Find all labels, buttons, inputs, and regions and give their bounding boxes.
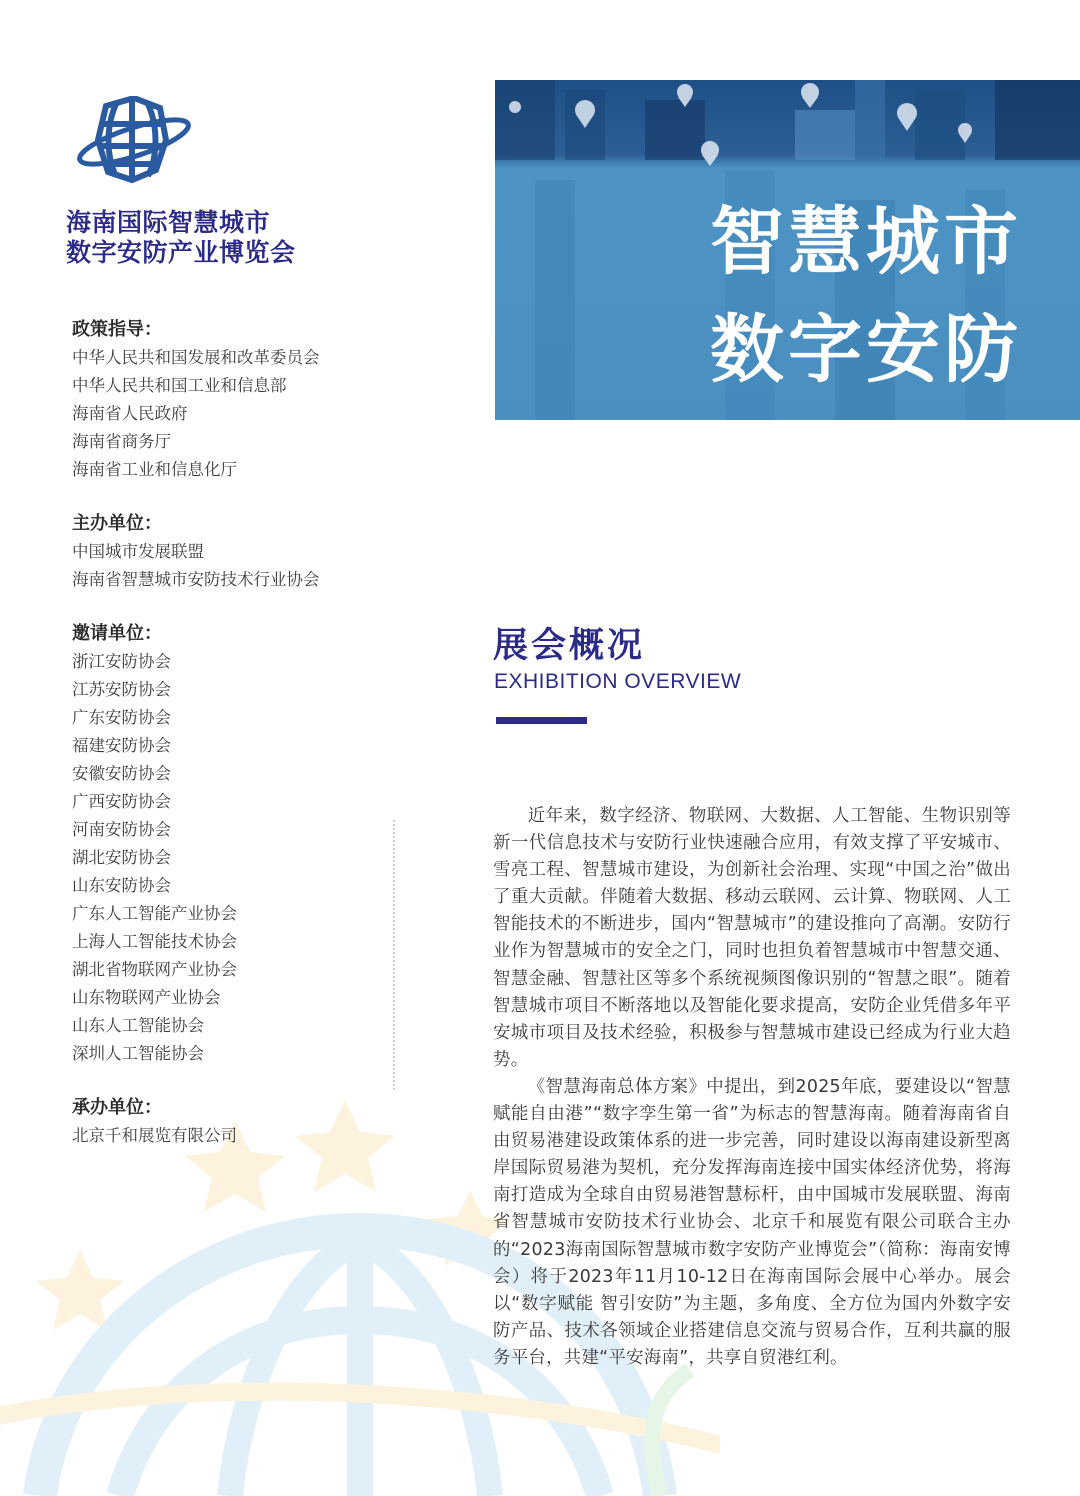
section-title: 主办单位： [72,513,162,534]
list-item: 广东安防协会 [72,708,171,727]
list-item: 海南省工业和信息化厅 [72,460,237,479]
overview-paragraph: 近年来，数字经济、物联网、大数据、人工智能、生物识别等新一代信息技术与安防行业快速融合应用，有效支撑了平安城市、雪亮工程、智慧城市建设，为创新社会治理、实现“中国之治”做出了重大贡献。伴随着大数据、移动云联网、云计算、物联网、人工智能技术的不断进步，国内“智慧城市”的建设推向了高潮。安防行业作为智慧城市的安全之门，同时也担负着智慧城市中智慧交通、智慧金融、智慧社区等多个系统视频图像识别的“智慧之眼”。随着智慧城市项目不断落地以及智能化要求提高，安防企业凭借多年平安城市项目及技术经验，积极参与智慧城市建设已经成为行业大趋势。 [493,806,1011,1070]
list-item: 湖北省物联网产业协会 [72,960,237,979]
list-item: 海南省商务厅 [72,432,171,451]
list-item: 山东安防协会 [72,876,171,895]
list-item: 中国城市发展联盟 [72,542,204,561]
overview-title: 展会概况 [493,626,646,666]
list-item: 广西安防协会 [72,792,171,811]
organization-title [66,208,296,268]
section-policy-guidance [72,316,392,484]
list-item: 山东人工智能协会 [72,1016,204,1035]
section-invited [72,620,392,1068]
list-item: 山东物联网产业协会 [72,988,221,1007]
section-title: 政策指导： [72,319,162,340]
list-item: 广东人工智能产业协会 [72,904,237,923]
organization-title-line2: 数字安防产业博览会 [66,238,296,267]
list-item: 海南省智慧城市安防技术行业协会 [72,570,320,589]
list-item: 湖北安防协会 [72,848,171,867]
hero-banner [495,80,1080,420]
banner-title-line1: 智慧城市 [710,199,1022,285]
section-organizer [72,1094,392,1150]
section-title: 邀请单位： [72,623,162,644]
section-title: 承办单位： [72,1097,162,1118]
list-item: 安徽安防协会 [72,764,171,783]
list-item: 海南省人民政府 [72,404,188,423]
banner-title [710,188,1022,404]
dotted-divider [393,820,395,1090]
list-item: 上海人工智能技术协会 [72,932,237,951]
organizers-list [72,316,392,1176]
overview-subtitle: EXHIBITION OVERVIEW [494,670,742,693]
list-item: 中华人民共和国发展和改革委员会 [72,348,320,367]
overview-body [493,803,1011,1372]
organization-title-line1: 海南国际智慧城市 [66,208,271,237]
globe-logo-icon [76,96,192,184]
section-hosts [72,510,392,594]
list-item: 河南安防协会 [72,820,171,839]
list-item: 深圳人工智能协会 [72,1044,204,1063]
overview-paragraph: 《智慧海南总体方案》中提出，到2025年底，要建设以“智慧赋能自由港”“数字孪生第一省”为标志的智慧海南。随着海南省自由贸易港建设政策体系的进一步完善，同时建设以海南建设新型离岸国际贸易港为契机，充分发挥海南连接中国实体经济优势，将海南打造成为全球自由贸易港智慧标杆，由中国城市发展联盟、海南省智慧城市安防技术行业协会、北京千和展览有限公司联合主办的“2023海南国际智慧城市数字安防产业博览会”（简称：海南安博会）将于2023年11月10-12日在海南国际会展中心举办。展会以“数字赋能 智引安防”为主题，多角度、全方位为国内外数字安防产品、技术各领域企业搭建信息交流与贸易合作，互利共赢的服务平台，共建“平安海南”，共享自贸港红利。 [493,1076,1011,1368]
list-item: 福建安防协会 [72,736,171,755]
title-underline-bar [496,717,587,724]
list-item: 江苏安防协会 [72,680,171,699]
list-item: 北京千和展览有限公司 [72,1126,237,1145]
list-item: 浙江安防协会 [72,652,171,671]
banner-title-line2: 数字安防 [710,307,1022,393]
list-item: 中华人民共和国工业和信息部 [72,376,287,395]
